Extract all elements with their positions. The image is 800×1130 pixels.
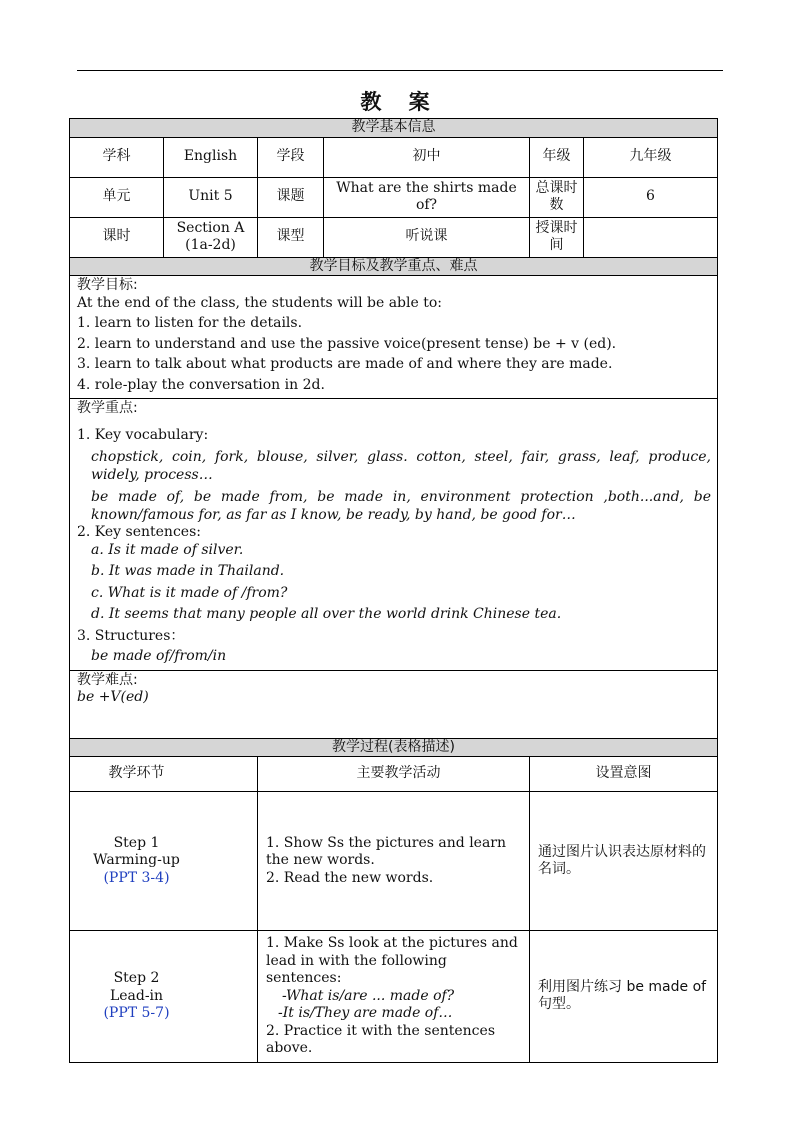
lesson-plan-table [69,118,718,1063]
key-vocabulary-heading: 1. Key vocabulary: [77,426,209,443]
activity-cell [258,931,530,1063]
header-rule [77,70,723,71]
structures-heading: 3. Structures： [77,627,185,644]
objective-item: 2. learn to understand and use the passive voice(present tense) be + v (ed). [77,335,617,352]
step-cell [70,931,258,1063]
info-row [70,137,718,177]
objectives-row [70,276,718,399]
process-step-row [70,792,718,931]
objectives-intro: At the end of the class, the students will be able to: [77,294,442,311]
info-label-subject: 学科 [70,137,164,177]
objectives-header-row [70,257,718,276]
key-sentence: d. It seems that many people all over the world drink Chinese tea. [91,606,562,622]
process-header-row [70,738,718,757]
key-sentence: b. It was made in Thailand. [91,563,285,579]
key-sentences-heading: 2. Key sentences: [77,524,201,540]
objectives-heading: 教学目标: [77,277,138,293]
info-value-subject: English [164,137,258,177]
info-value-type: 听说课 [324,217,530,257]
objectives-header: 教学目标及教学重点、难点 [70,257,718,276]
info-label-type: 课型 [258,217,324,257]
step-number: Step 2 [113,970,160,986]
info-value-stage: 初中 [324,137,530,177]
step-ppt-ref: (PPT 3-4) [103,869,170,886]
basic-info-header-row [70,119,718,138]
info-label-stage: 学段 [258,137,324,177]
structures-text: be made of/from/in [91,648,227,664]
key-sentence: c. What is it made of /from? [91,584,288,601]
info-label-unit: 单元 [70,177,164,217]
info-value-period: Section A (1a-2d) [164,217,258,257]
info-label-topic: 课题 [258,177,324,217]
activity-cell [258,792,530,931]
activity-answer: -It is/They are made of… [278,1005,453,1021]
activity-item: 2. Practice it with the sentences above. [266,1022,495,1056]
info-value-topic: What are the shirts made of? [324,177,530,217]
activity-question: -What is/are ... made of? [282,987,455,1004]
step-name: Lead-in [109,987,164,1004]
activity-item: 1. Show Ss the pictures and learn the new words. [266,834,507,869]
key-vocabulary-phrases: be made of, be made from, be made in, environment protection ,both...and, be known/famous for, as far as I know, be ready, by hand, be good for… [91,489,711,523]
info-value-total-hours: 6 [584,177,718,217]
difficulties-section [70,670,718,738]
key-sentence: a. Is it made of silver. [91,541,244,558]
intent-cell: 通过图片认识表达原材料的名词。 [530,792,718,931]
step-ppt-ref: (PPT 5-7) [103,1005,170,1021]
objective-item: 1. learn to listen for the details. [77,315,303,331]
info-value-teaching-time [584,217,718,257]
key-vocabulary-words: chopstick, coin, fork, blouse, silver, glass. cotton, steel, fair, grass, leaf, produce, widely, process… [91,449,711,483]
step-number: Step 1 [113,834,160,851]
difficulties-text: be +V(ed) [77,689,149,705]
objectives-section [70,276,718,399]
step-cell [70,792,258,931]
intent-cell: 利用图片练习 be made of 句型。 [530,931,718,1063]
col-header-step: 教学环节 [70,757,258,792]
key-points-heading: 教学重点: [77,400,138,416]
activity-item: 1. Make Ss look at the pictures and lead in with the following sentences: [266,935,518,986]
info-label-total-hours: 总课时数 [530,177,584,217]
col-header-activity: 主要教学活动 [258,757,530,792]
key-points-row [70,399,718,671]
process-step-row [70,931,718,1063]
document-title: 教 案 [360,90,440,114]
info-label-period: 课时 [70,217,164,257]
key-points-section [70,399,718,671]
objective-item: 3. learn to talk about what products are made of and where they are made. [77,356,613,372]
col-header-intent: 设置意图 [530,757,718,792]
info-label-grade: 年级 [530,137,584,177]
objective-item: 4. role-play the conversation in 2d. [77,376,325,393]
process-column-headers [70,757,718,792]
difficulties-heading: 教学难点: [77,671,138,688]
step-name: Warming-up [93,852,180,869]
process-header: 教学过程(表格描述) [70,738,718,757]
basic-info-header: 教学基本信息 [70,119,718,138]
info-value-unit: Unit 5 [164,177,258,217]
info-label-teaching-time: 授课时间 [530,217,584,257]
difficulties-row [70,670,718,738]
info-value-grade: 九年级 [584,137,718,177]
info-row [70,217,718,257]
info-row [70,177,718,217]
activity-item: 2. Read the new words. [266,869,434,886]
